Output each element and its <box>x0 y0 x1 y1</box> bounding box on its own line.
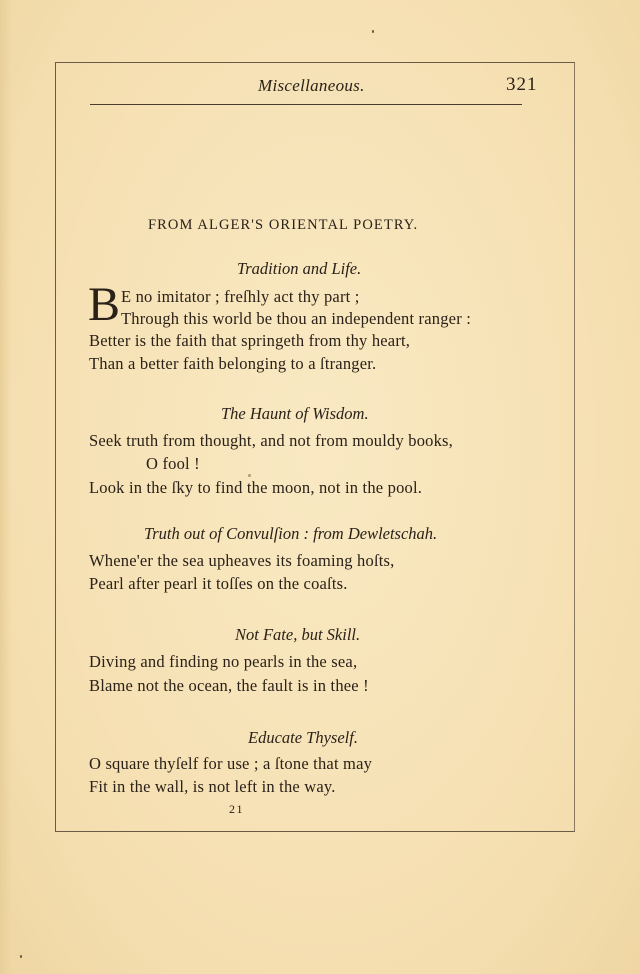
poem-title-tradition-and-life: Tradition and Life. <box>237 259 362 278</box>
poem-line: Look in the ſky to find the moon, not in the pool. <box>89 478 423 497</box>
poem-line: Blame not the ocean, the fault is in thee ! <box>89 676 369 695</box>
poem-title-not-fate-but-skill: Not Fate, but Skill. <box>235 625 361 644</box>
poem-line: O square thyſelf for use ; a ſtone that may <box>89 754 373 773</box>
page-number: 321 <box>506 74 538 95</box>
paper-speck <box>248 474 251 477</box>
paper-speck <box>372 30 374 33</box>
poem-line: E no imitator ; freſhly act thy part ; <box>121 287 360 306</box>
poem-title-truth-out-of-convulsion: Truth out of Convulſion : from Dewletschah. <box>144 524 438 543</box>
signature-mark: 21 <box>229 802 244 816</box>
section-title: FROM ALGER'S ORIENTAL POETRY. <box>148 217 419 233</box>
poem-line: Diving and finding no pearls in the sea, <box>89 652 358 671</box>
poem-line: O fool ! <box>146 454 200 473</box>
poem-title-educate-thyself: Educate Thyself. <box>248 728 358 747</box>
poem-title-haunt-of-wisdom: The Haunt of Wisdom. <box>221 404 369 423</box>
poem-line: Seek truth from thought, and not from mouldy books, <box>89 431 453 450</box>
header-rule <box>90 104 522 105</box>
poem-line: Better is the faith that springeth from thy heart, <box>89 331 411 350</box>
drop-cap: B <box>88 278 121 331</box>
poem-line: Pearl after pearl it toſſes on the coaſts. <box>89 574 348 593</box>
running-title: Miscellaneous. <box>258 76 365 95</box>
poem-line: Than a better faith belonging to a ſtranger. <box>89 354 377 373</box>
page-left-edge <box>0 0 12 974</box>
poem-line: Fit in the wall, is not left in the way. <box>89 777 336 796</box>
poem-line: Whene'er the sea upheaves its foaming hoſts, <box>89 551 395 570</box>
poem-line: Through this world be thou an independent ranger : <box>121 309 471 328</box>
paper-speck <box>20 955 22 958</box>
